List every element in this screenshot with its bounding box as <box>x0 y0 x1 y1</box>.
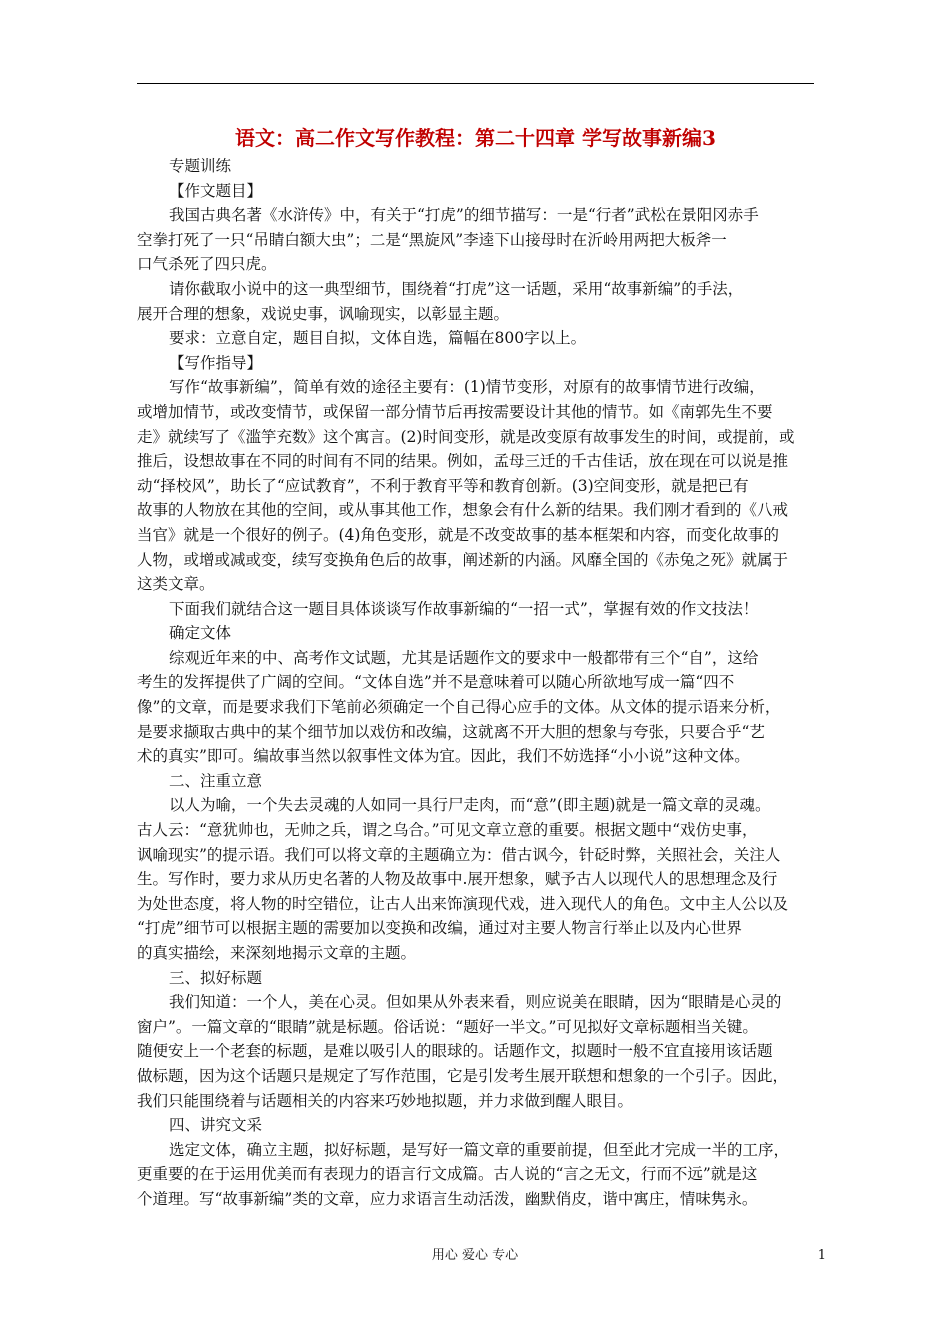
text-line: 推后，设想故事在不同的时间有不同的结果。例如，孟母三迁的千古佳话，放在现在可以说是推 <box>137 452 789 471</box>
text-line: 口气杀死了四只虎。 <box>137 255 277 274</box>
text-line: 综观近年来的中、高考作文试题，尤其是话题作文的要求中一般都带有三个“自”，这给 <box>169 648 759 667</box>
text-line: 走》就续写了《滥竽充数》这个寓言。(2)时间变形，就是改变原有故事发生的时间，或提前，或 <box>137 427 795 446</box>
text-line: 为处世态度，将人物的时空错位，让古人出来饰演现代戏，进入现代人的角色。文中主人公以及 <box>137 894 789 913</box>
text-line: 写作“故事新编”，简单有效的途径主要有：(1)情节变形，对原有的故事情节进行改编， <box>169 378 765 397</box>
text-line: 或增加情节，或改变情节，或保留一部分情节后再按需要设计其他的情节。如《南郭先生不要 <box>137 402 773 421</box>
text-line: 随便安上一个老套的标题，是难以吸引人的眼球的。话题作文，拟题时一般不宜直接用该话题 <box>137 1042 773 1061</box>
text-line: 三、拟好标题 <box>169 968 263 987</box>
text-line: 窗户”。一篇文章的“眼睛”就是标题。俗话说：“题好一半文。”可见拟好文章标题相当关键。 <box>137 1017 758 1036</box>
text-line: 个道理。写“故事新编”类的文章，应力求语言生动活泼，幽默俏皮，谐中寓庄，情味隽永。 <box>137 1189 758 1208</box>
footer-slogan: 用心 爱心 专心 <box>431 1248 519 1263</box>
text-line: 二、注重立意 <box>169 771 263 790</box>
text-line: 术的真实”即可。编故事当然以叙事性文体为宜。因此，我们不妨选择“小小说”这种文体。 <box>137 747 750 766</box>
document-title: 语文：高二作文写作教程：第二十四章 学写故事新编3 <box>235 126 716 150</box>
body-text <box>137 154 814 1212</box>
text-line: 四、讲究文采 <box>169 1116 263 1135</box>
text-line: 这类文章。 <box>137 575 215 594</box>
text-line: 请你截取小说中的这一典型细节，围绕着“打虎”这一话题，采用“故事新编”的手法， <box>169 279 744 298</box>
text-line: 空拳打死了一只“吊睛白额大虫”；二是“黑旋风”李逵下山接母时在沂岭用两把大板斧一 <box>137 230 727 249</box>
text-line: 【作文题目】 <box>169 181 263 200</box>
text-line: 下面我们就结合这一题目具体谈谈写作故事新编的“一招一式”，掌握有效的作文技法！ <box>169 599 759 618</box>
text-line: 确定文体 <box>169 624 232 643</box>
text-line: 更重要的在于运用优美而有表现力的语言行文成篇。古人说的“言之无文，行而不远”就是这 <box>137 1165 758 1184</box>
text-line: 古人云：“意犹帅也，无帅之兵，谓之乌合。”可见文章立意的重要。根据文题中“戏仿史事， <box>137 821 758 840</box>
text-line: 的真实描绘，来深刻地揭示文章的主题。 <box>137 944 417 962</box>
text-line: 以人为喻，一个失去灵魂的人如同一具行尸走肉，而“意”(即主题)就是一篇文章的灵魂。 <box>169 796 771 815</box>
text-line: 展开合理的想象，戏说史事，讽喻现实，以彰显主题。 <box>137 304 510 323</box>
text-line: 动“择校风”，助长了“应试教育”，不利于教育平等和教育创新。(3)空间变形，就是把已有 <box>137 476 749 495</box>
text-line: 像”的文章，而是要求我们下笔前必须确定一个自己得心应手的文体。从文体的提示语来分析， <box>137 698 781 717</box>
header-rule <box>137 83 814 84</box>
text-line: “打虎”细节可以根据主题的需要加以变换和改编，通过对主要人物言行举止以及内心世界 <box>137 919 742 938</box>
text-line: 故事的人物放在其他的空间，或从事其他工作，想象会有什么新的结果。我们刚才看到的《八戒 <box>137 501 789 520</box>
text-line: 生。写作时，要力求从历史名著的人物及故事中.展开想象，赋予古人以现代人的思想理念及行 <box>137 870 778 889</box>
text-line: 是要求撷取古典中的某个细节加以戏仿和改编，这就离不开大胆的想象与夸张，只要合乎“艺 <box>137 722 765 741</box>
text-line: 当官》就是一个很好的例子。(4)角色变形，就是不改变故事的基本框架和内容，而变化故事的 <box>137 525 779 544</box>
text-line: 要求：立意自定，题目自拟，文体自选，篇幅在800字以上。 <box>169 329 587 348</box>
text-line: 考生的发挥提供了广阔的空间。“文体自选”并不是意味着可以随心所欲地写成一篇“四不 <box>137 673 735 692</box>
text-line: 选定文体，确立主题，拟好标题，是写好一篇文章的重要前提，但至此才完成一半的工序， <box>169 1140 790 1159</box>
text-line: 讽喻现实”的提示语。我们可以将文章的主题确立为：借古讽今，针砭时弊，关照社会，关注人 <box>137 845 781 864</box>
text-line: 人物，或增或减或变，续写变换角色后的故事，阐述新的内涵。风靡全国的《赤兔之死》就属于 <box>137 550 789 569</box>
document-body <box>137 122 814 1212</box>
text-line: 我们知道：一个人，美在心灵。但如果从外表来看，则应说美在眼睛，因为“眼睛是心灵的 <box>169 993 782 1012</box>
text-line: 我国古典名著《水浒传》中，有关于“打虎”的细节描写：一是“行者”武松在景阳冈赤手 <box>169 206 759 225</box>
text-line: 专题训练 <box>169 157 232 175</box>
page-number: 1 <box>817 1248 826 1263</box>
text-line: 我们只能围绕着与话题相关的内容来巧妙地拟题，并力求做到醒人眼目。 <box>137 1091 634 1110</box>
text-line: 【写作指导】 <box>169 353 263 372</box>
text-line: 做标题，因为这个话题只是规定了写作范围，它是引发考生展开联想和想象的一个引子。因此， <box>137 1066 789 1085</box>
